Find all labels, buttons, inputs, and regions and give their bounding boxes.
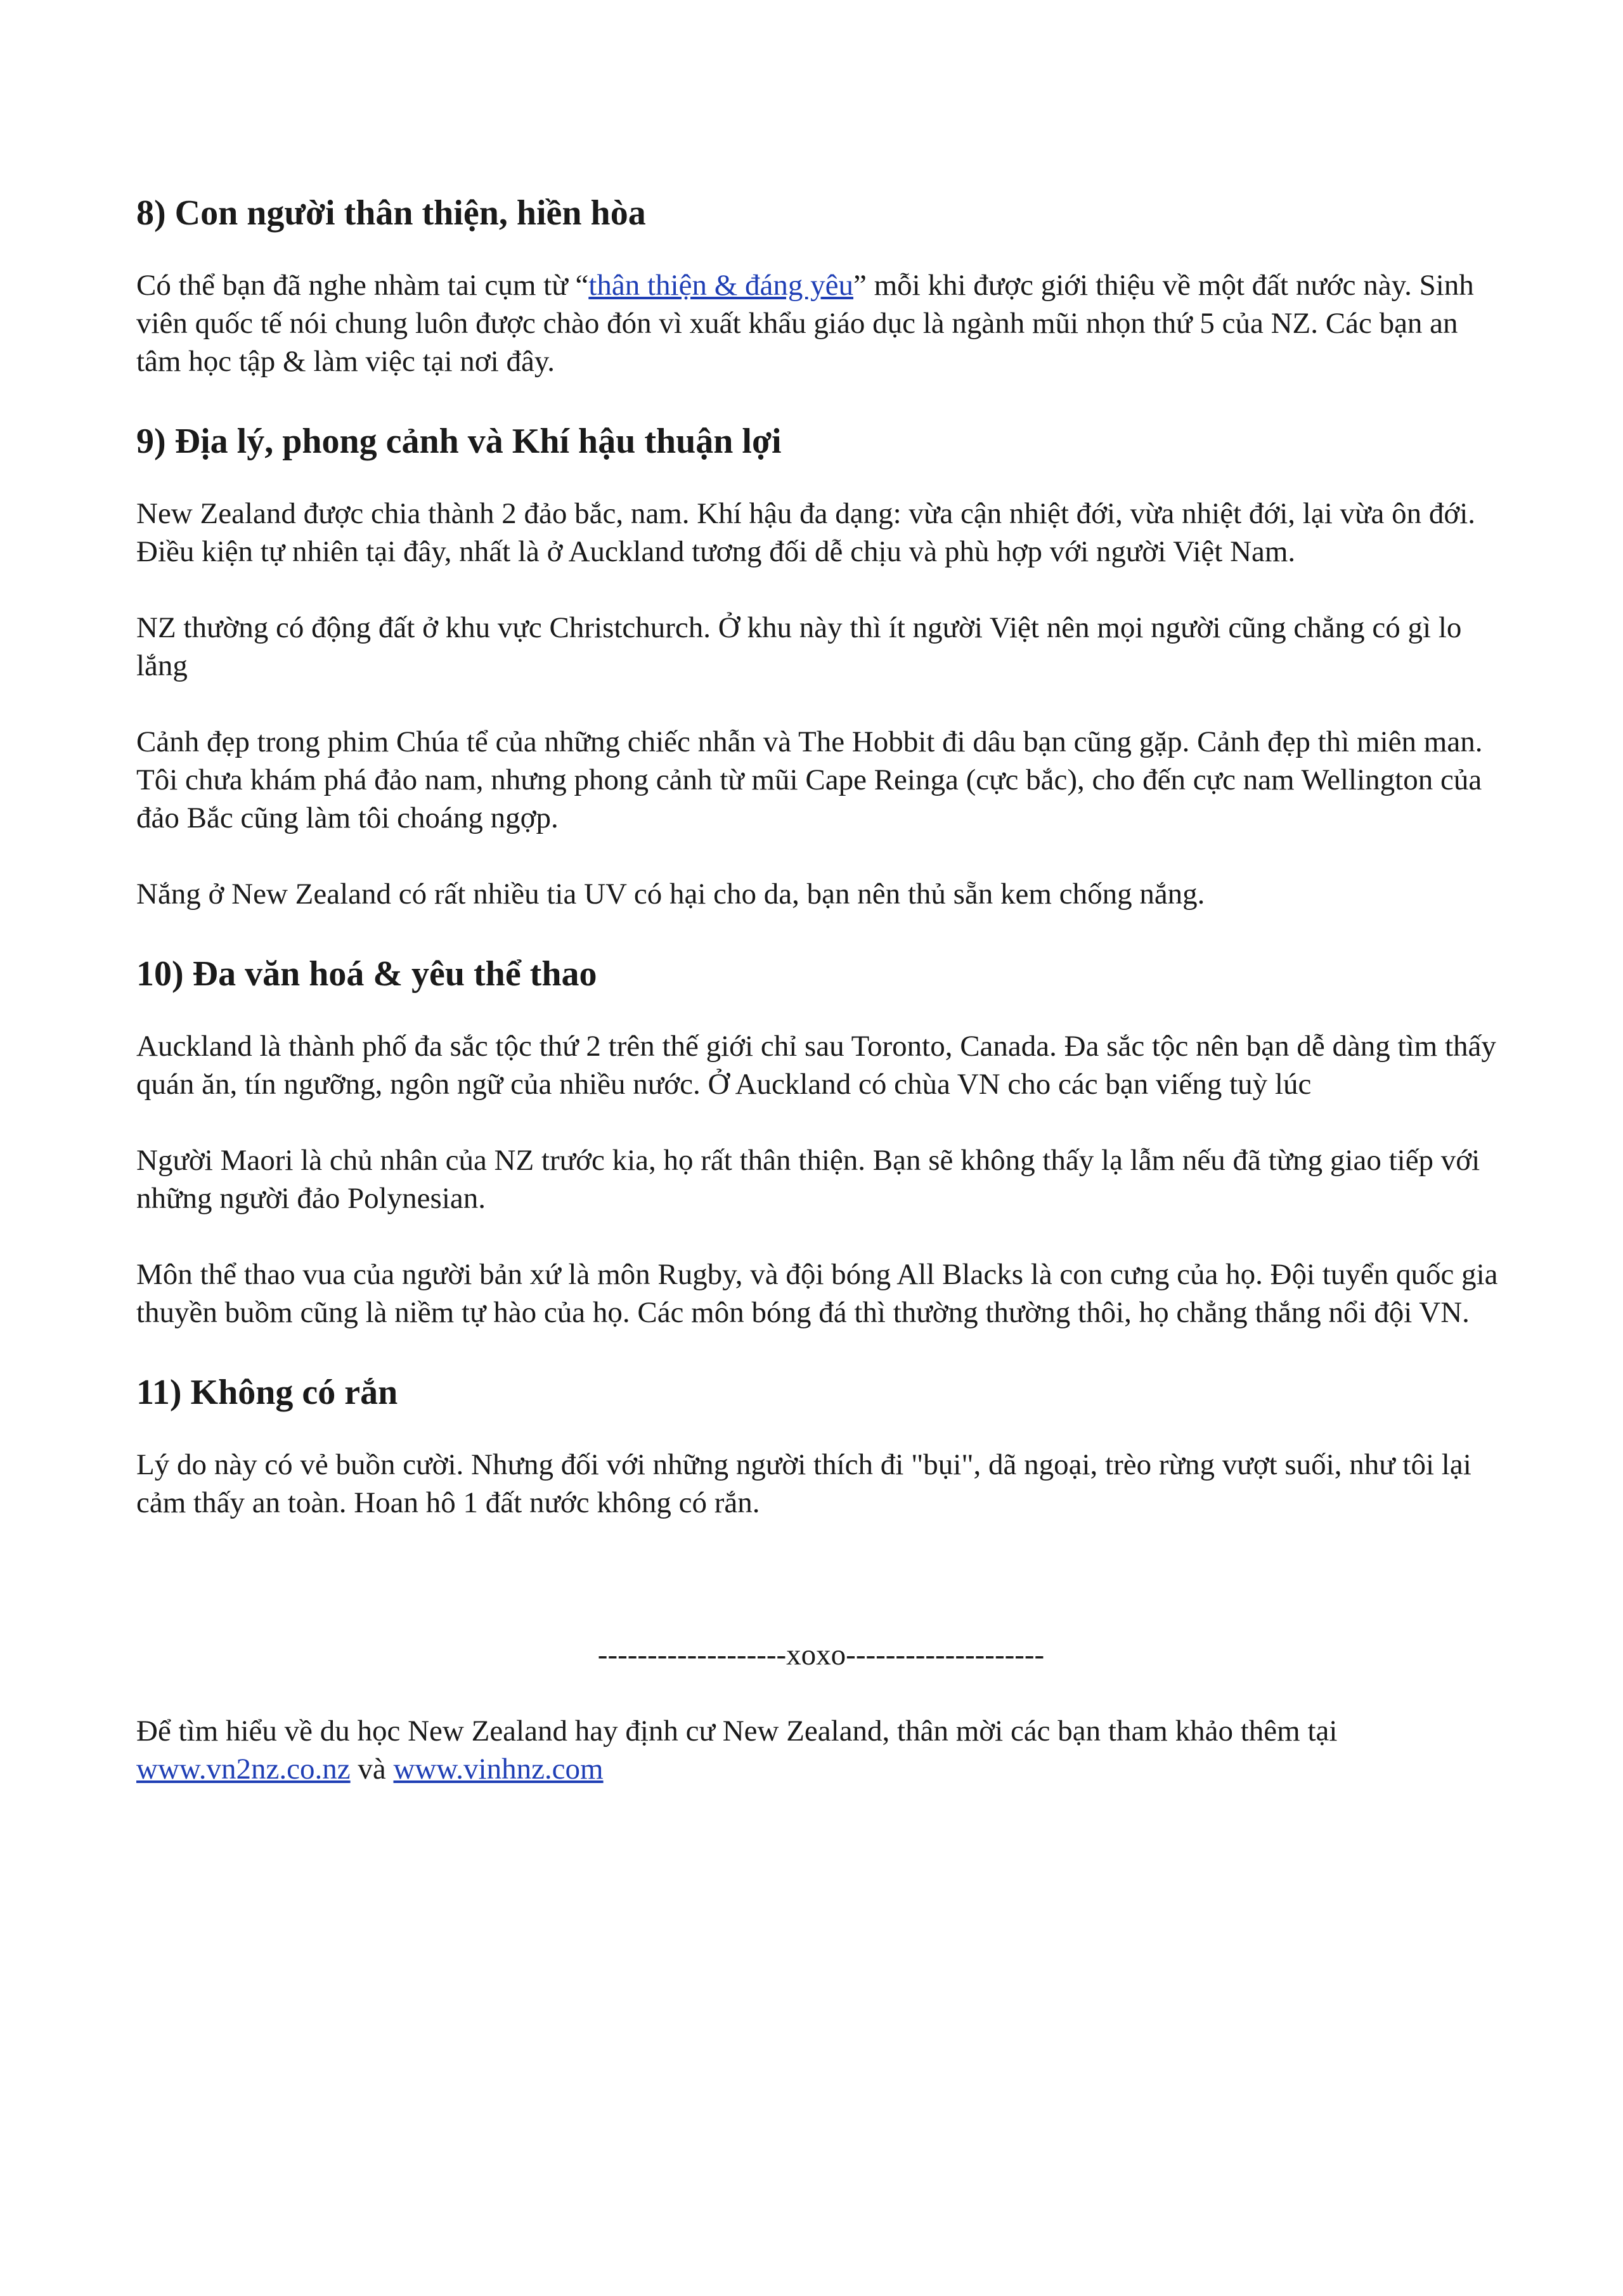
section-heading-8: 8) Con người thân thiện, hiền hòa (136, 193, 646, 233)
footer-text: Để tìm hiểu về du học New Zealand hay định cư New Zealand, thân mời các bạn tham khảo thêm tại (136, 1715, 1338, 1748)
section-heading-10: 10) Đa văn hoá & yêu thể thao (136, 954, 597, 994)
section-8-paragraph (136, 266, 1506, 380)
friendly-link[interactable]: thân thiện & đáng yêu (588, 269, 853, 302)
paragraph-text: Có thể bạn đã nghe nhàm tai cụm từ “ (136, 269, 589, 302)
paragraph-text: ” mỗi khi được giới thiệu về một đất nước này. Sinh viên quốc tế nói chung luôn được chào đón vì xuất khẩu giáo dục là ngành mũi nhọn thứ 5 của NZ. Các bạn an tâm học tập & làm việc tại nơi đây. (136, 269, 1474, 378)
footer-connector: và (350, 1753, 394, 1786)
section-10-paragraph-2: Người Maori là chủ nhân của NZ trước kia, họ rất thân thiện. Bạn sẽ không thấy lạ lẫm nếu đã từng giao tiếp với những người đảo Polynesian. (136, 1144, 1480, 1215)
section-9-paragraph-1: New Zealand được chia thành 2 đảo bắc, nam. Khí hậu đa dạng: vừa cận nhiệt đới, vừa nhiệt đới, lại vừa ôn đới. Điều kiện tự nhiên tại đây, nhất là ở Auckland tương đối dễ chịu và phù hợp với người Việt Nam. (136, 497, 1476, 568)
vn2nz-link[interactable]: www.vn2nz.co.nz (136, 1753, 351, 1786)
section-11-paragraph-1: Lý do này có vẻ buồn cười. Nhưng đối với những người thích đi "bụi", dã ngoại, trèo rừng vượt suối, như tôi lại cảm thấy an toàn. Hoan hô 1 đất nước không có rắn. (136, 1448, 1471, 1519)
document-page (136, 190, 1506, 1788)
section-9-paragraph-3: Cảnh đẹp trong phim Chúa tể của những chiếc nhẫn và The Hobbit đi dâu bạn cũng gặp. Cảnh đẹp thì miên man. Tôi chưa khám phá đảo nam, nhưng phong cảnh từ mũi Cape Reinga (cực bắc), cho đến cực nam Wellington của đảo Bắc cũng làm tôi choáng ngợp. (136, 725, 1483, 834)
xoxo-divider: -------------------xoxo-------------------- (597, 1638, 1045, 1671)
section-10-paragraph-3: Môn thể thao vua của người bản xứ là môn Rugby, và đội bóng All Blacks là con cưng của họ. Đội tuyển quốc gia thuyền buồm cũng là niềm tự hào của họ. Các môn bóng đá thì thường thường thôi, họ chẳng thắng nổi đội VN. (136, 1258, 1498, 1329)
section-heading-9: 9) Địa lý, phong cảnh và Khí hậu thuận lợi (136, 422, 782, 461)
section-9-paragraph-2: NZ thường có động đất ở khu vực Christchurch. Ở khu này thì ít người Việt nên mọi người cũng chẳng có gì lo lắng (136, 611, 1462, 682)
footer-paragraph (136, 1712, 1506, 1788)
section-heading-11: 11) Không có rắn (136, 1373, 398, 1412)
section-9-paragraph-4: Nắng ở New Zealand có rất nhiều tia UV có hại cho da, bạn nên thủ sẵn kem chống nắng. (136, 878, 1205, 911)
vinhnz-link[interactable]: www.vinhnz.com (393, 1753, 604, 1786)
section-10-paragraph-1: Auckland là thành phố đa sắc tộc thứ 2 trên thế giới chỉ sau Toronto, Canada. Đa sắc tộc nên bạn dễ dàng tìm thấy quán ăn, tín ngưỡng, ngôn ngữ của nhiều nước. Ở Auckland có chùa VN cho các bạn viếng tuỳ lúc (136, 1030, 1496, 1101)
